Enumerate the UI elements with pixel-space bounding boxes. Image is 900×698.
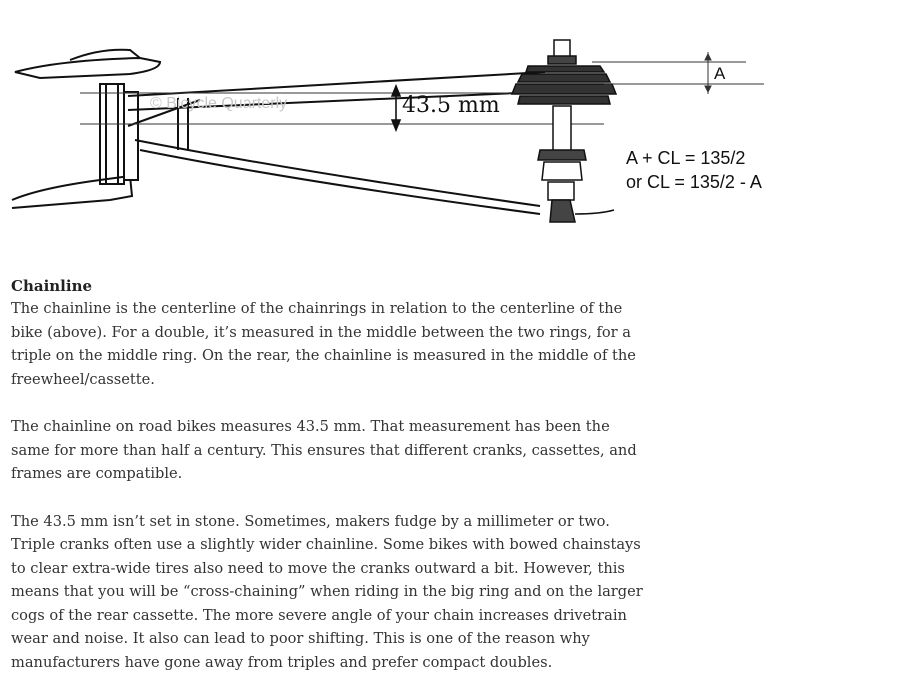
formula-line-1: A + CL = 135/2 [626,148,746,168]
measurement-label: 43.5 mm [402,93,500,118]
dimension-a-lines [592,52,764,94]
article-body [11,275,651,698]
paragraph-road-chainline: The chainline on road bikes measures 43.5 mm. That measurement has been the same for more than half a century. This ensures that different cranks, cassettes, and frames are compatible. [11,418,637,482]
chainring-drawing [12,50,188,208]
section-heading: Chainline [11,277,93,295]
rear-hub-cassette [512,40,616,222]
paragraph-chainline-definition: The chainline is the centerline of the chainrings in relation to the centerline of the bike (above). For a double, it’s measured in the middle between the two rings, for a triple on the middle ring. On the rear, the chainline is measured in the middle of the freewheel/cassette. [11,300,636,388]
watermark: © Bicycle Quarterly [150,95,288,112]
measurement-arrow [392,86,400,130]
chainline-diagram [0,0,900,250]
dimension-a-label: A [714,64,726,83]
formula-line-2: or CL = 135/2 - A [626,172,762,192]
paragraph-variations: The 43.5 mm isn’t set in stone. Sometimes, makers fudge by a millimeter or two. Triple cranks often use a slightly wider chainline. Some bikes with bowed chainstays to clear extra-wide tires also need to move the cranks outward a bit. However, this means that you will be “cross-chaining” when riding in the big ring and on the larger cogs of the rear cassette. The more severe angle of your chain increases drivetrain wear and noise. It also can lead to poor shifting. This is one of the reason why manufacturers have gone away from triples and prefer compact doubles. [11,512,643,671]
